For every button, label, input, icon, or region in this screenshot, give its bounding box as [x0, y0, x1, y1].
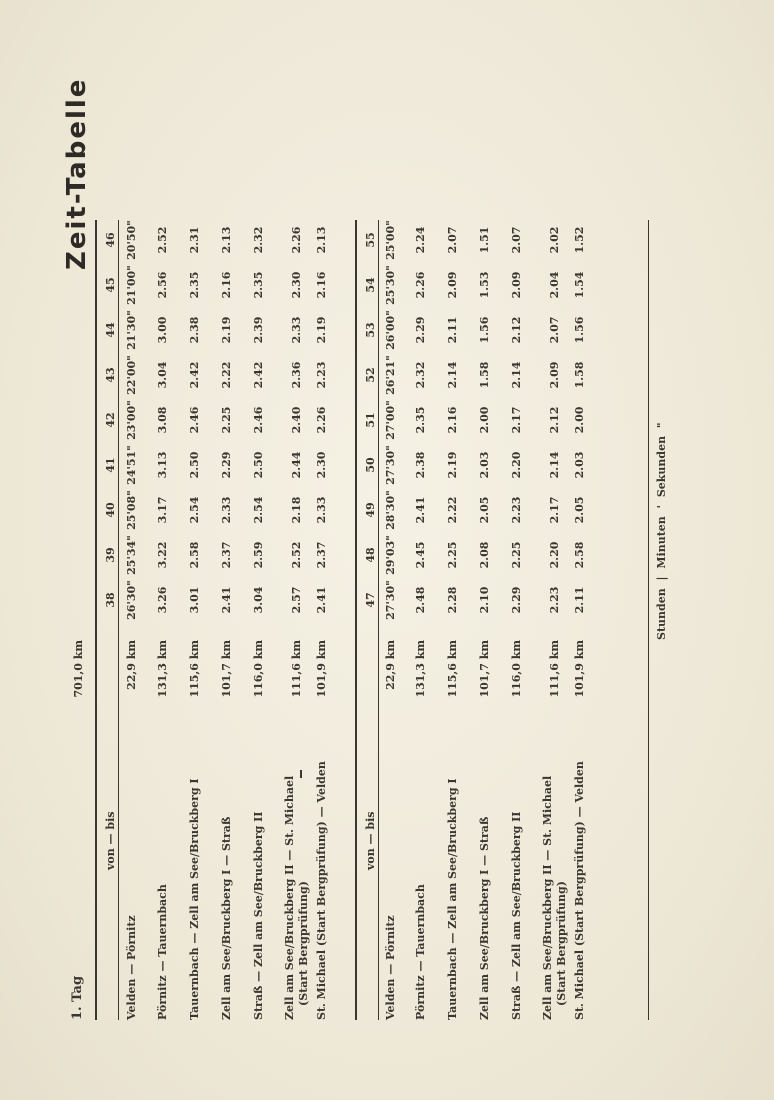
time-value: 2.11	[573, 586, 586, 614]
time-value: 2.57	[290, 586, 303, 614]
column-header: 38	[104, 592, 117, 608]
time-value: 3.08	[156, 406, 169, 434]
route-name	[188, 740, 202, 1020]
time-value: 2.23	[548, 586, 561, 614]
column-header: 51	[364, 412, 377, 428]
time-value: 3.13	[156, 451, 169, 479]
page-title: Zeit-Tabelle	[62, 77, 92, 270]
time-value: 2.46	[252, 406, 265, 434]
time-value: 2.38	[188, 316, 201, 344]
time-value: 21'00"	[125, 265, 138, 305]
time-value: 26'00"	[384, 310, 397, 350]
header-route-label: von — bis	[364, 811, 377, 870]
route-main: Zell am See/Bruckberg II — St. Michael	[541, 775, 554, 1020]
time-value: 2.54	[252, 496, 265, 524]
route-subtitle: (Start Bergprüfung)	[297, 881, 310, 1006]
time-value: 2.05	[478, 496, 491, 524]
time-value: 2.44	[290, 451, 303, 479]
time-value: 2.19	[315, 316, 328, 344]
time-value: 2.12	[548, 406, 561, 434]
route-name	[220, 740, 234, 1020]
column-header: 52	[364, 367, 377, 383]
time-value: 25'30"	[384, 265, 397, 305]
units-footnote: Stunden | Minuten ' Sekunden "	[655, 422, 668, 640]
time-value: 27'30"	[384, 580, 397, 620]
route-distance: 101,7 km	[220, 640, 233, 698]
column-header: 54	[364, 277, 377, 293]
route-main: St. Michael (Start Bergprüfung) — Velden	[573, 761, 586, 1020]
route-name	[478, 740, 492, 1020]
time-value: 2.25	[510, 541, 523, 569]
time-value: 2.17	[548, 496, 561, 524]
route-distance: 22,9 km	[384, 640, 397, 690]
time-value: 1.58	[573, 361, 586, 389]
time-value: 3.26	[156, 586, 169, 614]
time-value: 2.07	[548, 316, 561, 344]
route-name	[446, 740, 460, 1020]
time-value: 2.19	[220, 316, 233, 344]
route-main: Zell am See/Bruckberg II — St. Michael	[283, 775, 296, 1020]
time-value: 2.46	[188, 406, 201, 434]
time-value: 2.35	[252, 271, 265, 299]
route-name	[283, 740, 311, 1020]
table-bottom-rule	[648, 220, 649, 1020]
time-value: 2.03	[478, 451, 491, 479]
column-header: 53	[364, 322, 377, 338]
time-value: 2.23	[510, 496, 523, 524]
time-value: 2.42	[252, 361, 265, 389]
time-value: 3.17	[156, 496, 169, 524]
time-value: 2.24	[414, 226, 427, 254]
time-value: 2.26	[315, 406, 328, 434]
time-value: 2.14	[548, 451, 561, 479]
time-value: 1.51	[478, 226, 491, 254]
time-value: 25'34"	[125, 535, 138, 575]
time-value: 2.58	[188, 541, 201, 569]
time-value: 2.26	[414, 271, 427, 299]
time-value: 2.56	[156, 271, 169, 299]
time-value: 2.16	[446, 406, 459, 434]
route-distance: 101,9 km	[315, 640, 328, 698]
header-route-label: von — bis	[104, 811, 117, 870]
route-main: Tauernbach — Zell am See/Bruckberg I	[446, 778, 459, 1020]
time-value: 2.40	[290, 406, 303, 434]
route-name	[125, 740, 139, 1020]
time-value: 2.52	[290, 541, 303, 569]
time-value: 3.04	[156, 361, 169, 389]
time-value: 2.54	[188, 496, 201, 524]
time-value: 1.56	[573, 316, 586, 344]
time-value: 2.07	[510, 226, 523, 254]
time-value: 2.59	[252, 541, 265, 569]
time-value: 2.29	[510, 586, 523, 614]
time-value: 2.30	[315, 451, 328, 479]
time-value: 2.33	[315, 496, 328, 524]
time-value: 1.54	[573, 271, 586, 299]
time-value: 26'30"	[125, 580, 138, 620]
table-header-rule	[378, 220, 379, 1020]
time-value: 2.25	[446, 541, 459, 569]
time-value: 1.53	[478, 271, 491, 299]
column-header: 48	[364, 547, 377, 563]
route-main: Velden — Pörnitz	[384, 915, 397, 1020]
time-value: 3.01	[188, 586, 201, 614]
table-top-rule	[95, 220, 97, 1020]
time-value: 2.50	[252, 451, 265, 479]
route-name	[414, 740, 428, 1020]
time-value: 2.41	[315, 586, 328, 614]
time-value: 2.35	[414, 406, 427, 434]
time-value: 2.33	[220, 496, 233, 524]
time-value: 2.41	[220, 586, 233, 614]
route-main: Pörnitz — Tauernbach	[156, 884, 169, 1020]
time-value: 2.22	[446, 496, 459, 524]
route-main: Pörnitz — Tauernbach	[414, 884, 427, 1020]
time-value: 2.08	[478, 541, 491, 569]
route-name	[510, 740, 524, 1020]
table-header-rule	[118, 220, 119, 1020]
time-value: 2.18	[290, 496, 303, 524]
time-value: 26'21"	[384, 355, 397, 395]
time-value: 2.00	[573, 406, 586, 434]
column-header: 41	[104, 457, 117, 473]
time-value: 2.31	[188, 226, 201, 254]
column-header: 49	[364, 502, 377, 518]
route-name	[315, 740, 329, 1020]
time-value: 2.04	[548, 271, 561, 299]
column-header: 47	[364, 592, 377, 608]
route-main: Straß — Zell am See/Bruckberg II	[252, 811, 265, 1020]
time-value: 3.04	[252, 586, 265, 614]
time-value: 2.09	[510, 271, 523, 299]
time-value: 2.37	[315, 541, 328, 569]
time-value: 2.23	[315, 361, 328, 389]
route-distance: 115,6 km	[188, 640, 201, 698]
time-value: 28'30"	[384, 490, 397, 530]
column-header: 42	[104, 412, 117, 428]
time-value: 2.05	[573, 496, 586, 524]
route-name	[384, 740, 398, 1020]
column-header: 43	[104, 367, 117, 383]
column-header: 45	[104, 277, 117, 293]
route-main: Zell am See/Bruckberg I — Straß	[220, 816, 233, 1020]
time-value: 2.29	[414, 316, 427, 344]
route-distance: 101,9 km	[573, 640, 586, 698]
time-value: 3.22	[156, 541, 169, 569]
time-value: 2.38	[414, 451, 427, 479]
time-value: 2.48	[414, 586, 427, 614]
route-subtitle: (Start Bergprüfung)	[555, 881, 568, 1006]
time-value: 2.07	[446, 226, 459, 254]
time-value: 1.58	[478, 361, 491, 389]
route-distance: 111,6 km	[290, 640, 303, 698]
time-value: 2.09	[446, 271, 459, 299]
time-value: 2.35	[188, 271, 201, 299]
time-value: 2.16	[315, 271, 328, 299]
route-main: Tauernbach — Zell am See/Bruckberg I	[188, 778, 201, 1020]
time-value: 3.00	[156, 316, 169, 344]
time-value: 2.30	[290, 271, 303, 299]
route-distance: 116,0 km	[252, 640, 265, 698]
time-value: 2.50	[188, 451, 201, 479]
time-value: 2.19	[446, 451, 459, 479]
route-distance: 101,7 km	[478, 640, 491, 698]
column-header: 40	[104, 502, 117, 518]
time-value: 2.33	[290, 316, 303, 344]
time-value: 2.28	[446, 586, 459, 614]
time-value: 2.14	[510, 361, 523, 389]
header-total-km: 701,0 km	[72, 640, 85, 698]
time-value: 2.13	[315, 226, 328, 254]
route-distance: 116,0 km	[510, 640, 523, 698]
time-value: 2.13	[220, 226, 233, 254]
time-value: 2.11	[446, 316, 459, 344]
time-value: 2.45	[414, 541, 427, 569]
time-value: 2.02	[548, 226, 561, 254]
time-value: 2.41	[414, 496, 427, 524]
route-distance: 111,6 km	[548, 640, 561, 698]
route-name	[573, 740, 587, 1020]
time-value: 2.36	[290, 361, 303, 389]
day-label: 1. Tag	[70, 975, 85, 1020]
time-value: 2.26	[290, 226, 303, 254]
time-value: 21'30"	[125, 310, 138, 350]
column-header: 39	[104, 547, 117, 563]
time-value: 2.52	[156, 226, 169, 254]
time-value: 1.56	[478, 316, 491, 344]
time-value: 2.32	[414, 361, 427, 389]
time-value: 2.00	[478, 406, 491, 434]
time-value: 27'30"	[384, 445, 397, 485]
column-header: 46	[104, 232, 117, 248]
route-main: Velden — Pörnitz	[125, 915, 138, 1020]
time-value: 27'00"	[384, 400, 397, 440]
time-value: 20'50"	[125, 220, 138, 260]
time-value: 2.29	[220, 451, 233, 479]
route-name	[252, 740, 266, 1020]
column-header: 44	[104, 322, 117, 338]
time-value: 2.16	[220, 271, 233, 299]
margin-mark	[300, 770, 302, 778]
route-main: Straß — Zell am See/Bruckberg II	[510, 811, 523, 1020]
time-value: 23'00"	[125, 400, 138, 440]
route-main: St. Michael (Start Bergprüfung) — Velden	[315, 761, 328, 1020]
route-name	[156, 740, 170, 1020]
time-value: 2.10	[478, 586, 491, 614]
time-value: 2.03	[573, 451, 586, 479]
table-top-rule	[355, 220, 357, 1020]
column-header: 55	[364, 232, 377, 248]
time-value: 2.39	[252, 316, 265, 344]
time-value: 2.14	[446, 361, 459, 389]
time-value: 2.25	[220, 406, 233, 434]
time-value: 22'00"	[125, 355, 138, 395]
time-value: 1.52	[573, 226, 586, 254]
time-value: 2.58	[573, 541, 586, 569]
time-value: 2.20	[548, 541, 561, 569]
route-main: Zell am See/Bruckberg I — Straß	[478, 816, 491, 1020]
time-value: 29'03"	[384, 535, 397, 575]
time-value: 2.37	[220, 541, 233, 569]
time-value: 25'00"	[384, 220, 397, 260]
time-value: 2.22	[220, 361, 233, 389]
route-distance: 22,9 km	[125, 640, 138, 690]
route-distance: 115,6 km	[446, 640, 459, 698]
route-distance: 131,3 km	[156, 640, 169, 698]
time-value: 25'08"	[125, 490, 138, 530]
column-header: 50	[364, 457, 377, 473]
route-distance: 131,3 km	[414, 640, 427, 698]
time-value: 2.32	[252, 226, 265, 254]
time-value: 2.09	[548, 361, 561, 389]
time-value: 2.20	[510, 451, 523, 479]
time-value: 2.12	[510, 316, 523, 344]
time-value: 2.17	[510, 406, 523, 434]
time-value: 24'51"	[125, 445, 138, 485]
route-name	[541, 740, 569, 1020]
time-value: 2.42	[188, 361, 201, 389]
